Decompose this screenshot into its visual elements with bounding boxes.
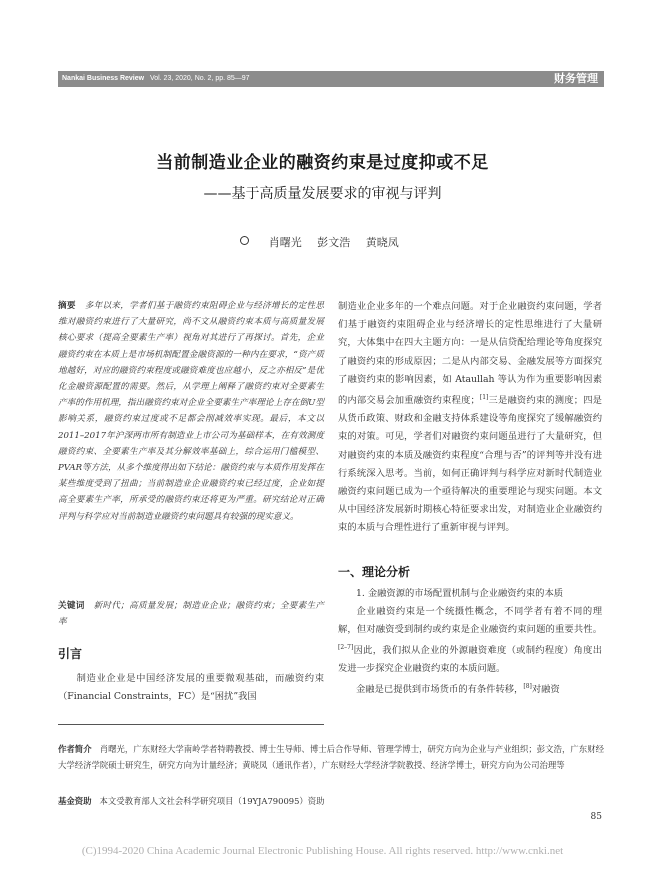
footnote-divider xyxy=(58,724,324,725)
intro-paragraph xyxy=(58,670,324,706)
intro-heading: 引言 xyxy=(58,647,83,661)
funding-label: 基金资助 xyxy=(58,796,92,806)
footnote-label: 作者简介 xyxy=(58,744,92,754)
theory-section xyxy=(338,585,602,699)
page-number: 85 xyxy=(590,812,602,822)
journal-info xyxy=(62,73,250,85)
abstract-text: 多年以来，学者们基于融资约束阻碍企业与经济增长的定性思维对融资约束进行了大量研究，尚不文从融资约束本质与高质量发展核心要求（提高全要素生产率）视角对其进行了再探讨。首先，企业融资约束在本质上是市场机制配置金融资源的一种内在要求，“资产质地越好，对应的融资约束程度或融资难度也应越小，反之亦相反”是优化金融资源配置的需要。然后，从学理上阐释了融资约束对全要素生产率的作用机理，指出融资约束对企业全要素生产率理论上存在倒U型影响关系，融资约束过度或不足都会削减效率实现。最后，本文以2011–2017年沪深两市所有制造业上市公司为基础样本，在有效测度融资约束、全要素生产率及其分解效率基础上，综合运用门槛模型、PVAR等方法，从多个维度得出如下结论：融资约束与本质作用发挥在某些维度受到了扭曲；当前制造业企业融资约束已经过度，企业如提高全要素生产率，所承受的融资约束还将更为严重。研究结论对正确评判与科学应对当前制造业融资约束问题具有较强的现实意义。 xyxy=(58,301,324,522)
subsection-heading: 1. 金融资源的市场配置机制与企业融资约束的本质 xyxy=(356,588,564,599)
abstract-label: 摘要 xyxy=(58,301,76,311)
keywords-block xyxy=(58,598,324,630)
right-text-1: 制造业企业多年的一个难点问题。对于企业融资约束问题，学者们基于融资约束阻碍企业与经济增长的定性思维进行了大量研究，大体集中在四大主题方向：一是从信贷配给理论等角度探究了融资约束的形成原因；二是从内部交易、金融发展等方面探究了融资约束的影响因素，如 Ataullah 等认为作为重要影响因素的内部交易会加重融资约束程度； xyxy=(338,301,602,407)
section-label: 财务管理 xyxy=(554,72,598,85)
author-name: 彭文浩 xyxy=(317,236,351,249)
circle-bullet-icon xyxy=(240,236,249,245)
right-text-1b: 三是融资约束的测度；四是从货币政策、财政和金融支持体系建设等角度探究了缓解融资约束的对策。可见，学者们对融资约束问题虽进行了大量研究，但对融资约束的本质及融资约束程度“合理与否”的评判等并没有进行系统深入思考。当前，如何正确评判与科学应对新时代制造业融资约束问题已成为一个亟待解决的重要理论与现实问题。本文从中国经济发展新时期核心特征要求出发，对制造业企业融资约束的本质与合理性进行了重新审视与评判。 xyxy=(338,395,602,534)
funding-text: 本文受教育部人文社会科学研究项目（19YJA790095）资助 xyxy=(99,796,325,806)
abstract-block xyxy=(58,298,324,525)
journal-name: Nankai Business Review xyxy=(62,75,145,82)
journal-issue: Vol. 23, 2020, No. 2, pp. 85—97 xyxy=(149,75,250,82)
section-heading: 一、理论分析 xyxy=(338,565,411,579)
author-name: 肖曙光 xyxy=(268,236,302,249)
article-title: 当前制造业企业的融资约束是过度抑或不足 xyxy=(156,153,489,173)
right-column-paragraph xyxy=(338,298,602,538)
author-line xyxy=(0,234,645,250)
theory-paragraph-2: 金融是已提供到市场货币的有条件转移，[8]对融资 xyxy=(356,683,560,695)
citation-ref: [1] xyxy=(479,394,489,402)
funding-note xyxy=(58,795,604,807)
keywords-label: 关键词 xyxy=(58,601,85,611)
copyright-watermark: (C)1994-2020 China Academic Journal Electronic Publishing House. All rights reserved. http://www.cnki.net xyxy=(81,845,564,857)
author-name: 黄晓凤 xyxy=(365,236,399,249)
article-subtitle: ——基于高质量发展要求的审视与评判 xyxy=(203,186,442,202)
citation-ref: [2–7] xyxy=(338,644,354,651)
author-footnote xyxy=(58,741,604,773)
keywords-text: 新时代；高质量发展；制造业企业；融资约束；全要素生产率 xyxy=(58,601,324,627)
footnote-text: 肖曙光，广东财经大学南岭学者特聘教授、博士生导师、博士后合作导师、管理学博士，研究方向为企业与产业组织；彭文浩，广东财经大学经济学院硕士研究生，研究方向为计量经济；黄晓凤（通讯作者），广东财经大学经济学院教授、经济学博士，研究方向为公司治理等 xyxy=(58,744,604,770)
intro-text: 制造业企业是中国经济发展的重要微观基础，而融资约束（Financial Constraints，FC）是“困扰”我国 xyxy=(58,673,324,702)
theory-paragraph-1: 企业融资约束是一个统摄性概念，不同学者有着不同的理解，但对融资受到制约或约束是企业融资约束问题的重要共性。[2–7]因此，我们拟从企业的外源融资难度（或制约程度）角度出发进一步探究企业融资约束的本质问题。 xyxy=(338,606,602,674)
citation-ref: [8] xyxy=(523,683,532,690)
journal-header-bar xyxy=(58,71,604,87)
